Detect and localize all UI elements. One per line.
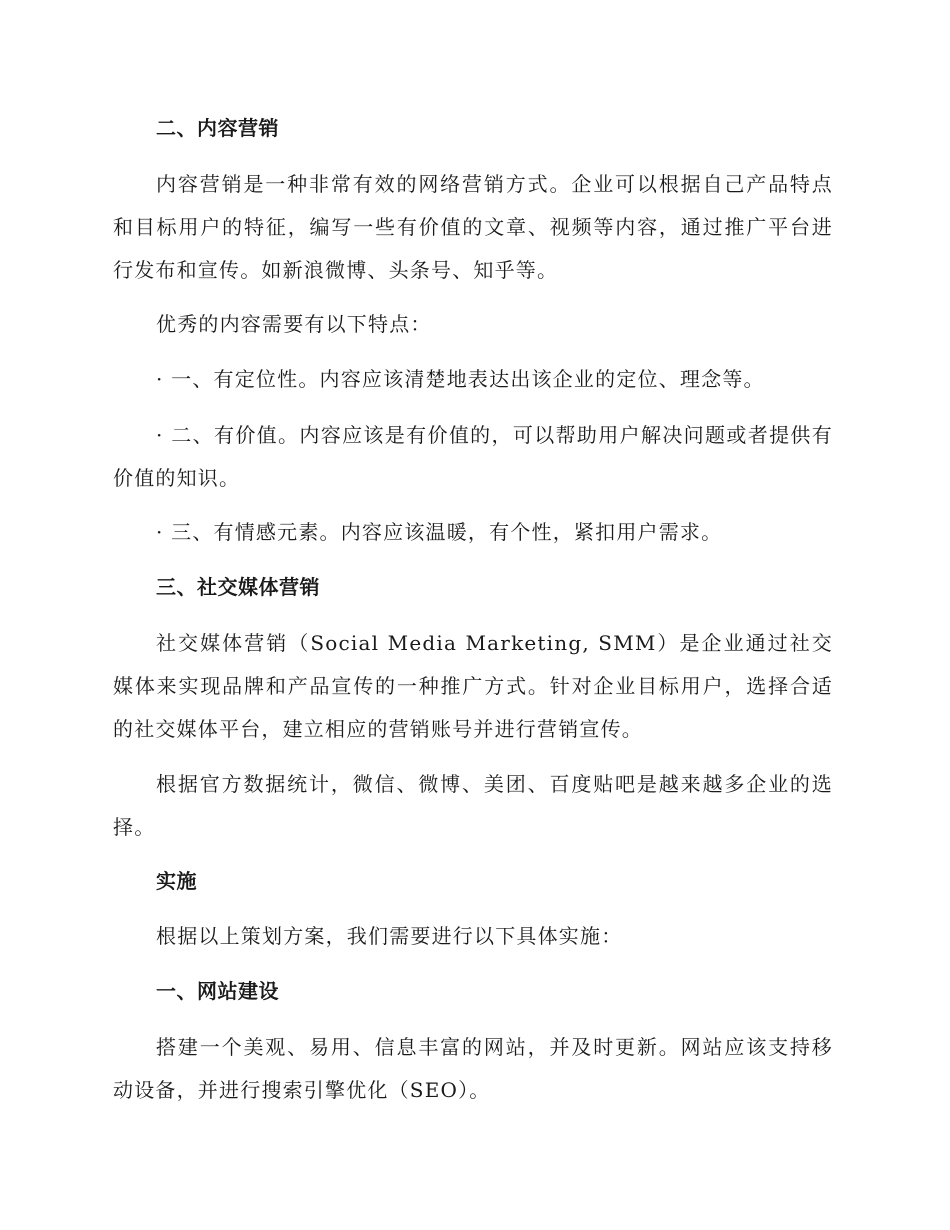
paragraph-implementation-intro: 根据以上策划方案，我们需要进行以下具体实施： xyxy=(156,924,623,948)
paragraph-content-marketing-intro: 内容营销是一种非常有效的网络营销方式。企业可以根据自己产品特点和目标用户的特征，编写一些有价值的文章、视频等内容，通过推广平台进行发布和宣传。如新浪微博、头条号、知乎等。 xyxy=(113,172,833,282)
bullet-item-positioning: · 一、有定位性。内容应该清楚地表达出该企业的定位、理念等。 xyxy=(156,367,765,391)
paragraph-website-building: 搭建一个美观、易用、信息丰富的网站，并及时更新。网站应该支持移动设备，并进行搜索引擎优化（SEO）。 xyxy=(113,1035,833,1102)
document-body xyxy=(113,108,833,1124)
section-heading-website: 一、网站建设 xyxy=(156,979,279,1003)
bullet-item-value: · 二、有价值。内容应该是有价值的，可以帮助用户解决问题或者提供有价值的知识。 xyxy=(113,423,833,490)
paragraph-smm-stats: 根据官方数据统计，微信、微博、美团、百度贴吧是越来越多企业的选择。 xyxy=(113,772,833,839)
section-heading-content-marketing: 二、内容营销 xyxy=(156,116,279,140)
bullet-item-emotion: · 三、有情感元素。内容应该温暖，有个性，紧扣用户需求。 xyxy=(156,520,723,544)
paragraph-smm-intro: 社交媒体营销（Social Media Marketing, SMM）是企业通过社交媒体来实现品牌和产品宣传的一种推广方式。针对企业目标用户，选择合适的社交媒体平台，建立相应的营销账号并进行营销宣传。 xyxy=(113,631,833,741)
section-heading-social-media: 三、社交媒体营销 xyxy=(156,575,320,599)
section-heading-implementation: 实施 xyxy=(156,869,197,893)
paragraph-content-features-lead: 优秀的内容需要有以下特点： xyxy=(156,312,432,336)
